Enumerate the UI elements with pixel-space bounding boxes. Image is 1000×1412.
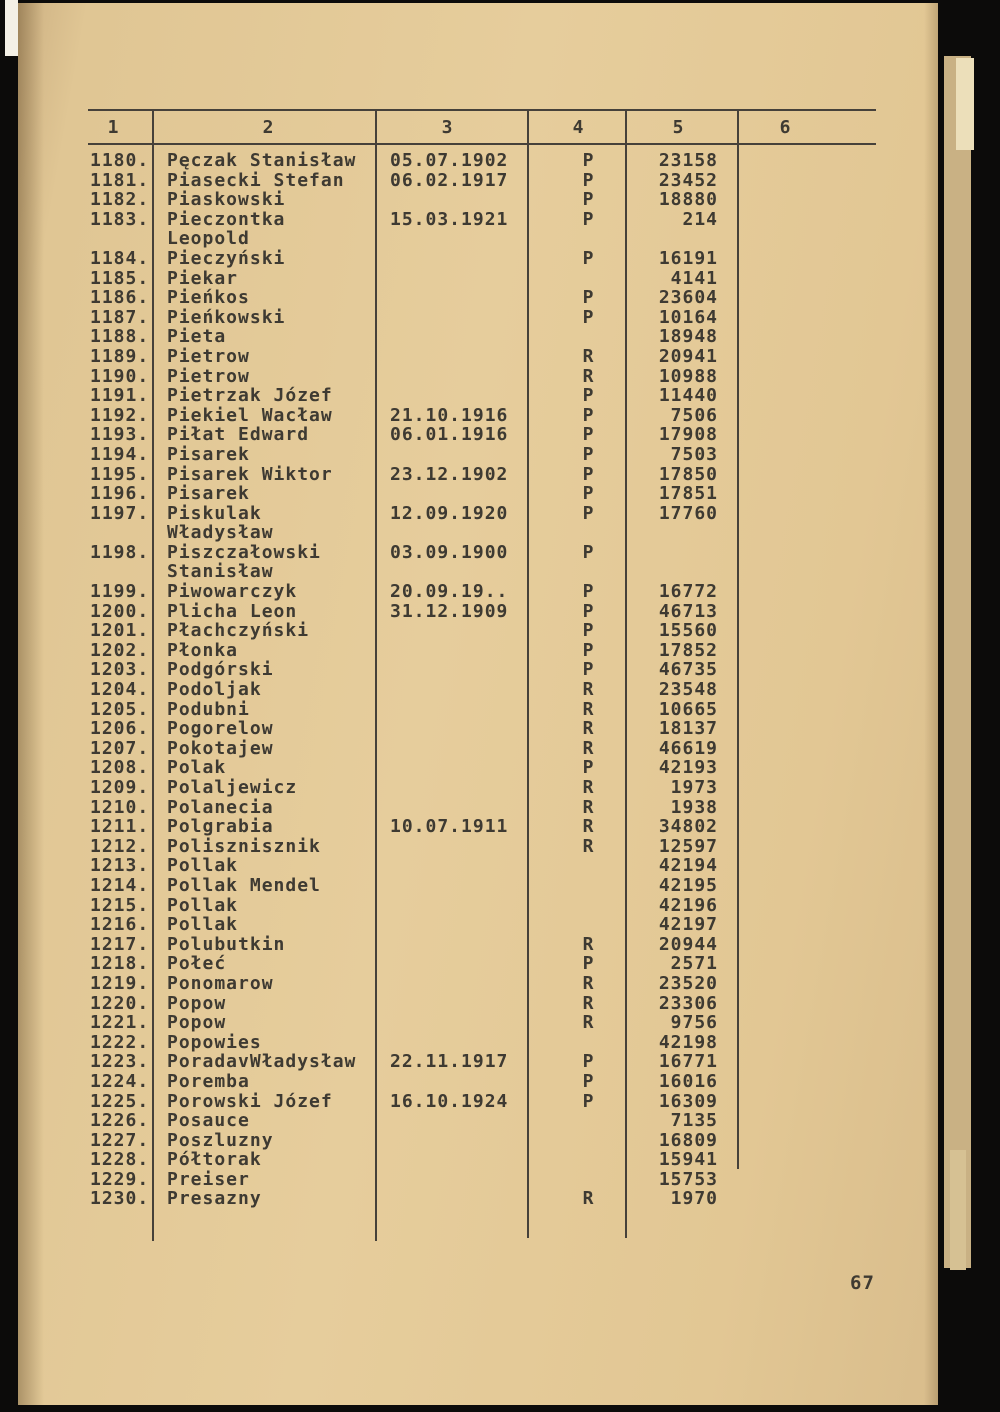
code-cell: R bbox=[582, 835, 594, 857]
date-cell: 05.07.1902 bbox=[390, 150, 509, 171]
table-row bbox=[88, 484, 788, 504]
row-number-cell: 1185. bbox=[90, 267, 150, 289]
name-cell: Pollak bbox=[167, 914, 239, 936]
table-row bbox=[88, 1092, 788, 1112]
table-row bbox=[88, 837, 788, 857]
table-body bbox=[88, 151, 788, 1209]
code-cell: P bbox=[582, 502, 594, 524]
name-cell: Pisarek Wiktor bbox=[167, 463, 333, 485]
table-row bbox=[88, 269, 788, 289]
name-cell: Polgrabia bbox=[167, 816, 274, 838]
row-number-cell: 1213. bbox=[90, 855, 150, 877]
table-row bbox=[88, 327, 788, 347]
row-number-cell: 1198. bbox=[90, 541, 150, 563]
name-cell: Poszluzny bbox=[167, 1129, 274, 1151]
page-stack-edge bbox=[944, 56, 971, 1268]
id-cell: 16772 bbox=[658, 581, 718, 603]
id-cell: 214 bbox=[682, 208, 718, 230]
row-number-cell: 1205. bbox=[90, 698, 150, 720]
code-cell: R bbox=[582, 679, 594, 701]
name-cell: Pollak bbox=[167, 855, 239, 877]
code-cell: P bbox=[582, 385, 594, 407]
row-number-cell: 1230. bbox=[90, 1188, 150, 1210]
name-cell: Ponomarow bbox=[167, 972, 274, 994]
name-cell: Plicha Leon bbox=[167, 600, 298, 622]
row-number-cell: 1193. bbox=[90, 424, 150, 446]
table-header-rule bbox=[88, 143, 876, 145]
code-cell: P bbox=[582, 404, 594, 426]
id-cell: 23306 bbox=[658, 992, 718, 1014]
row-number-cell: 1189. bbox=[90, 345, 150, 367]
id-cell: 7135 bbox=[670, 1110, 718, 1132]
date-cell: 20.09.19.. bbox=[390, 581, 509, 603]
id-cell: 23548 bbox=[658, 679, 718, 701]
name-cell: Podubni bbox=[167, 698, 250, 720]
column-header: 4 bbox=[572, 117, 584, 138]
row-number-cell: 1181. bbox=[90, 169, 150, 191]
row-number-cell: 1182. bbox=[90, 189, 150, 211]
row-number-cell: 1186. bbox=[90, 287, 150, 309]
row-number-cell: 1225. bbox=[90, 1090, 150, 1112]
row-number-cell: 1217. bbox=[90, 933, 150, 955]
row-number-cell: 1187. bbox=[90, 306, 150, 328]
row-number-cell: 1229. bbox=[90, 1168, 150, 1190]
row-number-cell: 1183. bbox=[90, 208, 150, 230]
id-cell: 16771 bbox=[658, 1051, 718, 1073]
id-cell: 42197 bbox=[658, 914, 718, 936]
page-number: 67 bbox=[850, 1272, 875, 1294]
name-cell: Piekiel Wacław bbox=[167, 404, 333, 426]
row-number-cell: 1204. bbox=[90, 679, 150, 701]
row-number-cell: 1201. bbox=[90, 620, 150, 642]
row-number-cell: 1211. bbox=[90, 816, 150, 838]
table-row bbox=[88, 954, 788, 974]
column-header: 5 bbox=[672, 117, 684, 138]
id-cell: 4141 bbox=[670, 267, 718, 289]
id-cell: 23520 bbox=[658, 972, 718, 994]
code-cell: P bbox=[582, 306, 594, 328]
name-cell: Posauce bbox=[167, 1110, 250, 1132]
name-cell: Pogorelow bbox=[167, 718, 274, 740]
table-row bbox=[88, 171, 788, 191]
id-cell: 2571 bbox=[670, 953, 718, 975]
name-cell: Podoljak bbox=[167, 679, 262, 701]
row-number-cell: 1222. bbox=[90, 1031, 150, 1053]
table-row bbox=[88, 856, 788, 876]
table-row bbox=[88, 680, 788, 700]
code-cell: P bbox=[582, 150, 594, 171]
name-cell: Pietrow bbox=[167, 365, 250, 387]
code-cell: P bbox=[582, 169, 594, 191]
name-cell: Pietrow bbox=[167, 345, 250, 367]
row-number-cell: 1221. bbox=[90, 1012, 150, 1034]
id-cell: 17908 bbox=[658, 424, 718, 446]
name-cell: Pisarek bbox=[167, 443, 250, 465]
name-cell: Poremba bbox=[167, 1070, 250, 1092]
id-cell: 46619 bbox=[658, 737, 718, 759]
name-cell: Piwowarczyk bbox=[167, 581, 298, 603]
row-number-cell: 1202. bbox=[90, 639, 150, 661]
id-cell: 18948 bbox=[658, 326, 718, 348]
row-number-cell: 1215. bbox=[90, 894, 150, 916]
name-cell: Polubutkin bbox=[167, 933, 286, 955]
code-cell: R bbox=[582, 718, 594, 740]
table-row bbox=[88, 1150, 788, 1170]
row-number-cell: 1190. bbox=[90, 365, 150, 387]
column-header: 6 bbox=[779, 117, 791, 138]
code-cell: P bbox=[582, 1051, 594, 1073]
code-cell: P bbox=[582, 1070, 594, 1092]
id-cell: 1938 bbox=[670, 796, 718, 818]
table-row bbox=[88, 465, 788, 485]
name-cell: Porowski Józef bbox=[167, 1090, 333, 1112]
column-header: 1 bbox=[107, 117, 119, 138]
id-cell: 23158 bbox=[658, 150, 718, 171]
name-cell: Polak bbox=[167, 757, 227, 779]
table-row bbox=[88, 190, 788, 210]
id-cell: 9756 bbox=[670, 1012, 718, 1034]
id-cell: 23604 bbox=[658, 287, 718, 309]
name-cell: Pieńkos bbox=[167, 287, 250, 309]
table-row bbox=[88, 994, 788, 1014]
name-cell: Pollak Mendel bbox=[167, 874, 321, 896]
id-cell: 7503 bbox=[670, 443, 718, 465]
table-row bbox=[88, 1111, 788, 1131]
date-cell: 06.02.1917 bbox=[390, 169, 509, 191]
date-cell: 03.09.1900 bbox=[390, 541, 509, 563]
table-row bbox=[88, 896, 788, 916]
id-cell: 16016 bbox=[658, 1070, 718, 1092]
date-cell: 23.12.1902 bbox=[390, 463, 509, 485]
id-cell: 17850 bbox=[658, 463, 718, 485]
table-row bbox=[88, 1189, 788, 1209]
id-cell: 42198 bbox=[658, 1031, 718, 1053]
name-cell: PoradavWładysław bbox=[167, 1051, 357, 1073]
row-number-cell: 1195. bbox=[90, 463, 150, 485]
id-cell: 12597 bbox=[658, 835, 718, 857]
name-cell: Popow bbox=[167, 1012, 227, 1034]
row-number-cell: 1180. bbox=[90, 150, 150, 171]
table-row bbox=[88, 504, 788, 543]
row-number-cell: 1226. bbox=[90, 1110, 150, 1132]
id-cell: 23452 bbox=[658, 169, 718, 191]
row-number-cell: 1199. bbox=[90, 581, 150, 603]
date-cell: 10.07.1911 bbox=[390, 816, 509, 838]
table-row bbox=[88, 308, 788, 328]
table-row bbox=[88, 915, 788, 935]
code-cell: P bbox=[582, 247, 594, 269]
row-number-cell: 1220. bbox=[90, 992, 150, 1014]
table-header bbox=[0, 117, 1000, 143]
table-row bbox=[88, 660, 788, 680]
id-cell: 15753 bbox=[658, 1168, 718, 1190]
id-cell: 46713 bbox=[658, 600, 718, 622]
id-cell: 17852 bbox=[658, 639, 718, 661]
row-number-cell: 1228. bbox=[90, 1149, 150, 1171]
code-cell: P bbox=[582, 659, 594, 681]
id-cell: 16809 bbox=[658, 1129, 718, 1151]
table-row bbox=[88, 210, 788, 249]
row-number-cell: 1197. bbox=[90, 502, 150, 524]
table-row bbox=[88, 1013, 788, 1033]
row-number-cell: 1224. bbox=[90, 1070, 150, 1092]
code-cell: P bbox=[582, 287, 594, 309]
row-number-cell: 1206. bbox=[90, 718, 150, 740]
code-cell: R bbox=[582, 698, 594, 720]
name-cell: Presazny bbox=[167, 1188, 262, 1210]
code-cell: P bbox=[582, 620, 594, 642]
id-cell: 1973 bbox=[670, 777, 718, 798]
row-number-cell: 1196. bbox=[90, 483, 150, 505]
code-cell: R bbox=[582, 737, 594, 759]
date-cell: 06.01.1916 bbox=[390, 424, 509, 446]
id-cell: 16309 bbox=[658, 1090, 718, 1112]
id-cell: 11440 bbox=[658, 385, 718, 407]
name-cell: Piłat Edward bbox=[167, 424, 310, 446]
row-number-cell: 1218. bbox=[90, 953, 150, 975]
name-cell: Pieńkowski bbox=[167, 306, 286, 328]
table-row bbox=[88, 1052, 788, 1072]
table-row bbox=[88, 582, 788, 602]
date-cell: 16.10.1924 bbox=[390, 1090, 509, 1112]
name-cell: Pietrzak Józef bbox=[167, 385, 333, 407]
table-row bbox=[88, 1072, 788, 1092]
name-cell: Pieta bbox=[167, 326, 227, 348]
table-row bbox=[88, 445, 788, 465]
id-cell: 16191 bbox=[658, 247, 718, 269]
id-cell: 15560 bbox=[658, 620, 718, 642]
row-number-cell: 1194. bbox=[90, 443, 150, 465]
table-row bbox=[88, 621, 788, 641]
table-row bbox=[88, 249, 788, 269]
name-cell: Płonka bbox=[167, 639, 239, 661]
row-number-cell: 1210. bbox=[90, 796, 150, 818]
id-cell: 20944 bbox=[658, 933, 718, 955]
table-row bbox=[88, 798, 788, 818]
name-cell: Popowies bbox=[167, 1031, 262, 1053]
table-row bbox=[88, 641, 788, 661]
code-cell: R bbox=[582, 816, 594, 838]
table-row bbox=[88, 778, 788, 798]
id-cell: 1970 bbox=[670, 1188, 718, 1210]
id-cell: 10164 bbox=[658, 306, 718, 328]
table-row bbox=[88, 602, 788, 622]
id-cell: 17851 bbox=[658, 483, 718, 505]
row-number-cell: 1219. bbox=[90, 972, 150, 994]
scan-edge-artifact bbox=[5, 0, 18, 56]
date-cell: 21.10.1916 bbox=[390, 404, 509, 426]
id-cell: 7506 bbox=[670, 404, 718, 426]
row-number-cell: 1208. bbox=[90, 757, 150, 779]
id-cell: 42196 bbox=[658, 894, 718, 916]
name-cell: Polisznisznik bbox=[167, 835, 321, 857]
name-cell: Połeć bbox=[167, 953, 227, 975]
name-cell: Polaljewicz bbox=[167, 777, 298, 798]
table-row bbox=[88, 1170, 788, 1190]
row-number-cell: 1227. bbox=[90, 1129, 150, 1151]
row-number-cell: 1212. bbox=[90, 835, 150, 857]
id-cell: 18137 bbox=[658, 718, 718, 740]
row-number-cell: 1200. bbox=[90, 600, 150, 622]
name-cell: Pieczontka Leopold bbox=[167, 208, 286, 250]
table-row bbox=[88, 700, 788, 720]
name-cell: Pokotajew bbox=[167, 737, 274, 759]
row-number-cell: 1188. bbox=[90, 326, 150, 348]
id-cell: 42194 bbox=[658, 855, 718, 877]
code-cell: P bbox=[582, 463, 594, 485]
id-cell: 17760 bbox=[658, 502, 718, 524]
name-cell: Piskulak Władysław bbox=[167, 502, 274, 544]
code-cell: P bbox=[582, 189, 594, 211]
name-cell: Preiser bbox=[167, 1168, 250, 1190]
name-cell: Pollak bbox=[167, 894, 239, 916]
name-cell: Piasecki Stefan bbox=[167, 169, 345, 191]
code-cell: P bbox=[582, 483, 594, 505]
name-cell: Piekar bbox=[167, 267, 239, 289]
table-row bbox=[88, 974, 788, 994]
code-cell: P bbox=[582, 443, 594, 465]
table-row bbox=[88, 151, 788, 171]
name-cell: Pęczak Stanisław bbox=[167, 150, 357, 171]
table-row bbox=[88, 1033, 788, 1053]
table-row bbox=[88, 543, 788, 582]
name-cell: Płachczyński bbox=[167, 620, 310, 642]
table-row bbox=[88, 739, 788, 759]
row-number-cell: 1216. bbox=[90, 914, 150, 936]
id-cell: 10665 bbox=[658, 698, 718, 720]
row-number-cell: 1191. bbox=[90, 385, 150, 407]
code-cell: P bbox=[582, 541, 594, 563]
date-cell: 31.12.1909 bbox=[390, 600, 509, 622]
table-top-rule bbox=[88, 109, 876, 111]
name-cell: Popow bbox=[167, 992, 227, 1014]
code-cell: P bbox=[582, 581, 594, 603]
code-cell: P bbox=[582, 1090, 594, 1112]
code-cell: P bbox=[582, 600, 594, 622]
table-row bbox=[88, 876, 788, 896]
row-number-cell: 1214. bbox=[90, 874, 150, 896]
code-cell: R bbox=[582, 796, 594, 818]
id-cell: 18880 bbox=[658, 189, 718, 211]
id-cell: 42195 bbox=[658, 874, 718, 896]
table-row bbox=[88, 758, 788, 778]
id-cell: 34802 bbox=[658, 816, 718, 838]
row-number-cell: 1203. bbox=[90, 659, 150, 681]
name-cell: Pisarek bbox=[167, 483, 250, 505]
row-number-cell: 1207. bbox=[90, 737, 150, 759]
date-cell: 12.09.1920 bbox=[390, 502, 509, 524]
id-cell: 20941 bbox=[658, 345, 718, 367]
code-cell: P bbox=[582, 639, 594, 661]
id-cell: 42193 bbox=[658, 757, 718, 779]
table-row bbox=[88, 386, 788, 406]
code-cell: P bbox=[582, 208, 594, 230]
name-cell: Piaskowski bbox=[167, 189, 286, 211]
table-row bbox=[88, 1131, 788, 1151]
table-row bbox=[88, 719, 788, 739]
id-cell: 15941 bbox=[658, 1149, 718, 1171]
code-cell: R bbox=[582, 1012, 594, 1034]
name-cell: Polanecia bbox=[167, 796, 274, 818]
name-cell: Półtorak bbox=[167, 1149, 262, 1171]
table-row bbox=[88, 288, 788, 308]
table-row bbox=[88, 406, 788, 426]
name-cell: Piszczałowski Stanisław bbox=[167, 541, 321, 583]
table-row bbox=[88, 425, 788, 445]
id-cell: 10988 bbox=[658, 365, 718, 387]
row-number-cell: 1192. bbox=[90, 404, 150, 426]
code-cell: R bbox=[582, 992, 594, 1014]
code-cell: R bbox=[582, 777, 594, 798]
code-cell: P bbox=[582, 424, 594, 446]
date-cell: 22.11.1917 bbox=[390, 1051, 509, 1073]
name-cell: Podgórski bbox=[167, 659, 274, 681]
row-number-cell: 1184. bbox=[90, 247, 150, 269]
row-number-cell: 1209. bbox=[90, 777, 150, 798]
id-cell: 46735 bbox=[658, 659, 718, 681]
column-header: 2 bbox=[262, 117, 274, 138]
row-number-cell: 1223. bbox=[90, 1051, 150, 1073]
table-row bbox=[88, 367, 788, 387]
code-cell: R bbox=[582, 933, 594, 955]
code-cell: R bbox=[582, 365, 594, 387]
code-cell: R bbox=[582, 972, 594, 994]
page-stack-edge-lower bbox=[950, 1150, 966, 1270]
column-header: 3 bbox=[441, 117, 453, 138]
name-cell: Pieczyński bbox=[167, 247, 286, 269]
code-cell: P bbox=[582, 757, 594, 779]
code-cell: R bbox=[582, 1188, 594, 1210]
date-cell: 15.03.1921 bbox=[390, 208, 509, 230]
table-row bbox=[88, 347, 788, 367]
table-row bbox=[88, 935, 788, 955]
code-cell: P bbox=[582, 953, 594, 975]
code-cell: R bbox=[582, 345, 594, 367]
table-row bbox=[88, 817, 788, 837]
